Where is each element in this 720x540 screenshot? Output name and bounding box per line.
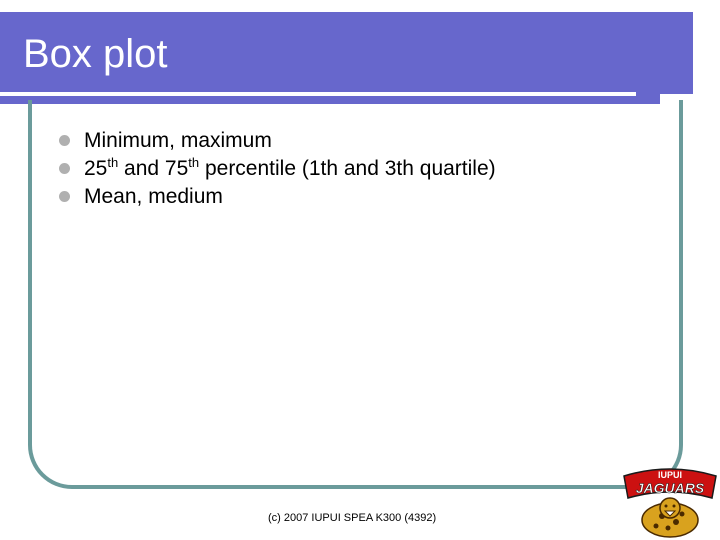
jaguars-logo-icon [620,458,720,540]
slide-title: Box plot [23,32,168,76]
svg-text:IUPUI: IUPUI [657,470,683,480]
bullet-list [59,127,496,211]
bullet-text: Minimum, maximum [84,129,272,152]
svg-text:JAGUARS: JAGUARS [635,480,705,496]
bullet-text-pre: 25 [84,157,108,180]
bullet-text-mid: and 75 [118,157,189,180]
title-rule [0,92,636,96]
bullet-icon [59,163,70,174]
bullet-text-post: percentile (1th and 3th quartile) [199,157,496,180]
slide-footer: (c) 2007 IUPUI SPEA K300 (4392) [268,512,437,524]
bullet-item [59,183,496,211]
bullet-sup-1: th [107,155,119,170]
bullet-icon [59,135,70,146]
bullet-sup-2: th [188,155,200,170]
bullet-item [59,155,496,183]
bullet-icon [59,191,70,202]
bullet-text: Mean, medium [84,185,223,208]
bullet-item [59,127,496,155]
